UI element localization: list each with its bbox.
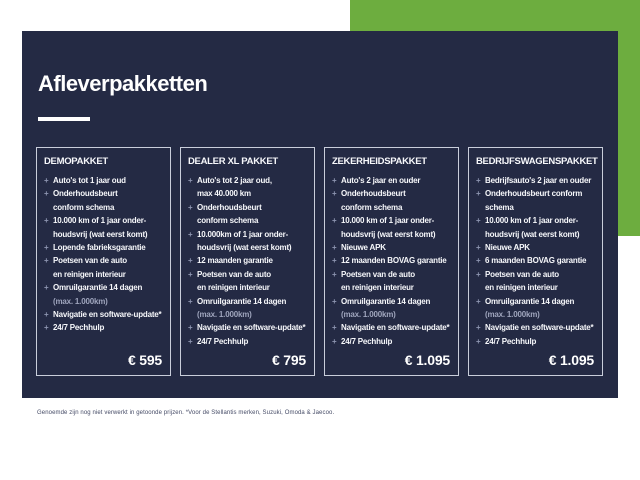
feature-text: max 40.000 km bbox=[197, 189, 251, 199]
feature-text: houdsvrij (wat eerst komt) bbox=[485, 229, 580, 239]
feature-line bbox=[475, 228, 596, 241]
feature-line bbox=[43, 187, 164, 200]
feature-line bbox=[475, 241, 596, 254]
plus-bullet-icon: + bbox=[476, 256, 481, 266]
feature-line bbox=[187, 254, 308, 267]
footnote: Genoemde zijn nog niet verwerkt in getoonde prijzen. *Voor de Stellantis merken, Suzuki, Omoda & Jaecoo. bbox=[37, 410, 335, 416]
feature-line bbox=[43, 201, 164, 214]
package-features bbox=[331, 174, 452, 348]
feature-text: Poetsen van de auto bbox=[341, 269, 415, 279]
feature-line bbox=[187, 268, 308, 281]
plus-bullet-icon: + bbox=[332, 176, 337, 185]
feature-line bbox=[187, 214, 308, 227]
feature-line bbox=[187, 335, 308, 348]
plus-bullet-icon: + bbox=[332, 243, 337, 253]
feature-text: houdsvrij (wat eerst komt) bbox=[197, 243, 292, 253]
feature-text: 10.000km of 1 jaar onder- bbox=[197, 229, 289, 239]
feature-text: 24/7 Pechhulp bbox=[197, 336, 249, 346]
feature-line bbox=[475, 174, 596, 187]
plus-bullet-icon: + bbox=[476, 189, 481, 199]
feature-line bbox=[475, 335, 596, 348]
plus-bullet-icon: + bbox=[44, 283, 49, 293]
feature-line bbox=[331, 268, 452, 281]
feature-text: 10.000 km of 1 jaar onder- bbox=[485, 216, 579, 226]
feature-line bbox=[475, 321, 596, 334]
plus-bullet-icon: + bbox=[44, 189, 49, 199]
feature-text: Navigatie en software-update* bbox=[485, 323, 594, 333]
feature-text: schema bbox=[485, 202, 514, 212]
plus-bullet-icon: + bbox=[476, 243, 481, 253]
feature-line bbox=[43, 241, 164, 254]
feature-text: (max. 1.000km) bbox=[53, 296, 108, 306]
feature-line bbox=[187, 241, 308, 254]
feature-line bbox=[475, 187, 596, 200]
feature-line bbox=[43, 174, 164, 187]
feature-line bbox=[331, 281, 452, 294]
plus-bullet-icon: + bbox=[332, 189, 337, 199]
feature-text: Omruilgarantie 14 dagen bbox=[53, 283, 143, 293]
title-underline bbox=[38, 117, 90, 121]
feature-text: Nieuwe APK bbox=[485, 243, 530, 253]
feature-text: Poetsen van de auto bbox=[197, 269, 271, 279]
feature-text: (max. 1.000km) bbox=[341, 310, 396, 320]
plus-bullet-icon: + bbox=[476, 336, 481, 346]
feature-line bbox=[331, 241, 452, 254]
feature-text: Auto's 2 jaar en ouder bbox=[341, 176, 421, 185]
feature-text: Omruilgarantie 14 dagen bbox=[341, 296, 431, 306]
feature-line bbox=[187, 321, 308, 334]
feature-text: Onderhoudsbeurt bbox=[53, 189, 118, 199]
plus-bullet-icon: + bbox=[44, 310, 49, 320]
plus-bullet-icon: + bbox=[476, 296, 481, 306]
package-card bbox=[36, 147, 171, 376]
package-card bbox=[468, 147, 603, 376]
feature-text: conform schema bbox=[197, 216, 259, 226]
package-title: ZEKERHEIDSPAKKET bbox=[332, 156, 427, 167]
feature-line bbox=[43, 228, 164, 241]
plus-bullet-icon: + bbox=[476, 269, 481, 279]
plus-bullet-icon: + bbox=[44, 216, 49, 226]
feature-text: 10.000 km of 1 jaar onder- bbox=[53, 216, 147, 226]
feature-text: houdsvrij (wat eerst komt) bbox=[53, 229, 148, 239]
feature-text: Omruilgarantie 14 dagen bbox=[197, 296, 287, 306]
feature-line bbox=[331, 335, 452, 348]
feature-text: Poetsen van de auto bbox=[53, 256, 127, 266]
feature-line bbox=[187, 295, 308, 308]
feature-text: 24/7 Pechhulp bbox=[341, 336, 393, 346]
plus-bullet-icon: + bbox=[44, 243, 49, 253]
feature-text: Auto's tot 1 jaar oud bbox=[53, 176, 126, 185]
feature-text: conform schema bbox=[53, 202, 115, 212]
feature-text: Lopende fabrieksgarantie bbox=[53, 243, 146, 253]
packages-row bbox=[36, 147, 603, 376]
plus-bullet-icon: + bbox=[332, 269, 337, 279]
feature-text: (max. 1.000km) bbox=[197, 310, 252, 320]
feature-text: houdsvrij (wat eerst komt) bbox=[341, 229, 436, 239]
feature-text: conform schema bbox=[341, 202, 403, 212]
plus-bullet-icon: + bbox=[476, 323, 481, 333]
feature-line bbox=[331, 187, 452, 200]
feature-text: Navigatie en software-update* bbox=[341, 323, 450, 333]
plus-bullet-icon: + bbox=[332, 296, 337, 306]
plus-bullet-icon: + bbox=[188, 336, 193, 346]
feature-line bbox=[475, 214, 596, 227]
feature-text: Nieuwe APK bbox=[341, 243, 386, 253]
package-price: € 1.095 bbox=[548, 352, 594, 368]
plus-bullet-icon: + bbox=[332, 323, 337, 333]
feature-text: 6 maanden BOVAG garantie bbox=[485, 256, 587, 266]
plus-bullet-icon: + bbox=[188, 323, 193, 333]
package-price: € 595 bbox=[127, 352, 162, 368]
page-title: Afleverpakketten bbox=[38, 71, 208, 96]
feature-line bbox=[43, 268, 164, 281]
plus-bullet-icon: + bbox=[332, 336, 337, 346]
plus-bullet-icon: + bbox=[188, 229, 193, 239]
feature-text: en reinigen interieur bbox=[197, 283, 270, 293]
feature-text: 24/7 Pechhulp bbox=[53, 323, 105, 333]
plus-bullet-icon: + bbox=[188, 269, 193, 279]
feature-text: 12 maanden garantie bbox=[197, 256, 273, 266]
feature-line bbox=[43, 254, 164, 267]
feature-text: Onderhoudsbeurt bbox=[341, 189, 406, 199]
feature-text: Poetsen van de auto bbox=[485, 269, 559, 279]
feature-line bbox=[43, 295, 164, 308]
feature-line bbox=[43, 214, 164, 227]
package-card bbox=[180, 147, 315, 376]
feature-line bbox=[43, 308, 164, 321]
feature-line bbox=[475, 281, 596, 294]
feature-line bbox=[187, 201, 308, 214]
package-features bbox=[187, 174, 308, 348]
feature-text: Navigatie en software-update* bbox=[197, 323, 306, 333]
package-price: € 795 bbox=[271, 352, 306, 368]
plus-bullet-icon: + bbox=[188, 202, 193, 212]
package-card bbox=[324, 147, 459, 376]
feature-line bbox=[187, 187, 308, 200]
feature-line bbox=[475, 308, 596, 321]
feature-line bbox=[331, 214, 452, 227]
feature-line bbox=[331, 174, 452, 187]
feature-line bbox=[187, 308, 308, 321]
feature-line bbox=[475, 295, 596, 308]
feature-text: Navigatie en software-update* bbox=[53, 310, 162, 320]
plus-bullet-icon: + bbox=[188, 296, 193, 306]
feature-line bbox=[187, 228, 308, 241]
feature-text: 10.000 km of 1 jaar onder- bbox=[341, 216, 435, 226]
plus-bullet-icon: + bbox=[476, 176, 481, 185]
feature-text: en reinigen interieur bbox=[53, 269, 126, 279]
plus-bullet-icon: + bbox=[44, 256, 49, 266]
feature-text: (max. 1.000km) bbox=[485, 310, 540, 320]
slide-panel bbox=[22, 31, 618, 398]
feature-line bbox=[331, 321, 452, 334]
feature-line bbox=[43, 281, 164, 294]
feature-line bbox=[331, 228, 452, 241]
feature-text: Onderhoudsbeurt bbox=[197, 202, 262, 212]
feature-line bbox=[331, 295, 452, 308]
feature-line bbox=[475, 268, 596, 281]
feature-line bbox=[43, 321, 164, 334]
feature-line bbox=[331, 254, 452, 267]
package-title: BEDRIJFSWAGENSPAKKET bbox=[476, 156, 598, 167]
plus-bullet-icon: + bbox=[44, 323, 49, 333]
feature-text: Bedrijfsauto's 2 jaar en ouder bbox=[485, 176, 592, 185]
plus-bullet-icon: + bbox=[188, 256, 193, 266]
package-title: DEALER XL PAKKET bbox=[188, 156, 278, 167]
feature-text: Omruilgarantie 14 dagen bbox=[485, 296, 575, 306]
plus-bullet-icon: + bbox=[188, 176, 193, 185]
plus-bullet-icon: + bbox=[476, 216, 481, 226]
plus-bullet-icon: + bbox=[332, 216, 337, 226]
feature-line bbox=[187, 281, 308, 294]
plus-bullet-icon: + bbox=[332, 256, 337, 266]
feature-text: en reinigen interieur bbox=[485, 283, 558, 293]
feature-text: en reinigen interieur bbox=[341, 283, 414, 293]
package-price: € 1.095 bbox=[404, 352, 450, 368]
feature-line bbox=[475, 254, 596, 267]
feature-line bbox=[187, 174, 308, 187]
feature-text: Auto's tot 2 jaar oud, bbox=[197, 176, 272, 185]
package-features bbox=[43, 174, 164, 335]
feature-text: Onderhoudsbeurt conform bbox=[485, 189, 583, 199]
feature-line bbox=[331, 201, 452, 214]
plus-bullet-icon: + bbox=[44, 176, 49, 185]
feature-text: 12 maanden BOVAG garantie bbox=[341, 256, 447, 266]
package-title: DEMOPAKKET bbox=[44, 156, 108, 167]
package-features bbox=[475, 174, 596, 348]
feature-text: 24/7 Pechhulp bbox=[485, 336, 537, 346]
feature-line bbox=[331, 308, 452, 321]
feature-line bbox=[475, 201, 596, 214]
